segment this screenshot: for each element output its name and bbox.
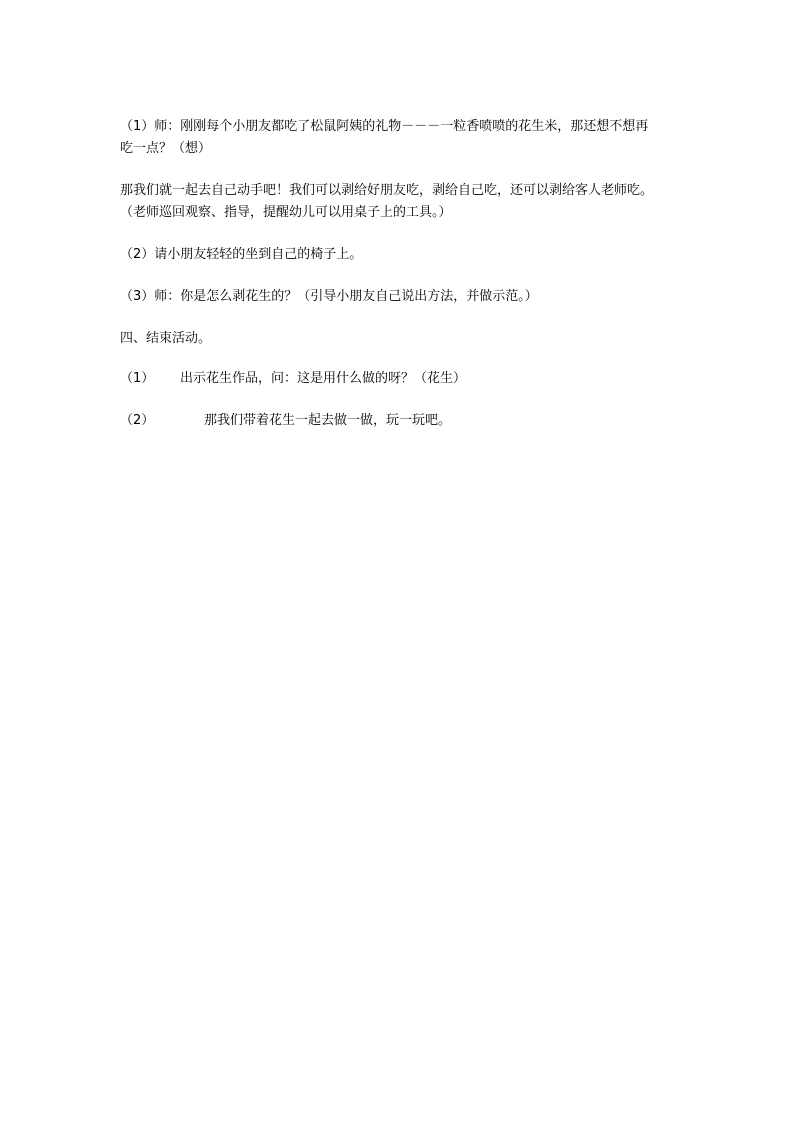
item-number: （1） <box>120 371 155 386</box>
section-heading-text: 四、结束活动。 <box>120 331 212 346</box>
paragraph-line: （3）师：你是怎么剥花生的？（引导小朋友自己说出方法，并做示范。） <box>120 289 538 304</box>
item-text: 那我们带着花生一起去做一做，玩一玩吧。 <box>204 413 452 428</box>
numbered-item-2 <box>120 410 680 432</box>
item-text: 出示花生作品，问：这是用什么做的呀？（花生） <box>180 371 467 386</box>
paragraph-line: 那我们就一起去自己动手吧！我们可以剥给好朋友吃，剥给自己吃，还可以剥给客人老师吃。 <box>120 183 654 198</box>
document-body <box>120 116 680 452</box>
paragraph-line: （1）师：刚刚每个小朋友都吃了松鼠阿姨的礼物－－－一粒香喷喷的花生米，那还想不想再 <box>120 119 649 134</box>
item-number: （2） <box>120 413 155 428</box>
paragraph-line: （2）请小朋友轻轻的坐到自己的椅子上。 <box>120 247 363 262</box>
paragraph-4 <box>120 286 680 308</box>
numbered-item-1 <box>120 368 680 390</box>
paragraph-line: （老师巡回观察、指导，提醒幼儿可以用桌子上的工具。） <box>120 205 452 220</box>
paragraph-2 <box>120 180 680 224</box>
paragraph-3 <box>120 244 680 266</box>
section-heading <box>120 328 680 350</box>
paragraph-line: 吃一点？（想） <box>120 141 212 156</box>
paragraph-1 <box>120 116 680 160</box>
